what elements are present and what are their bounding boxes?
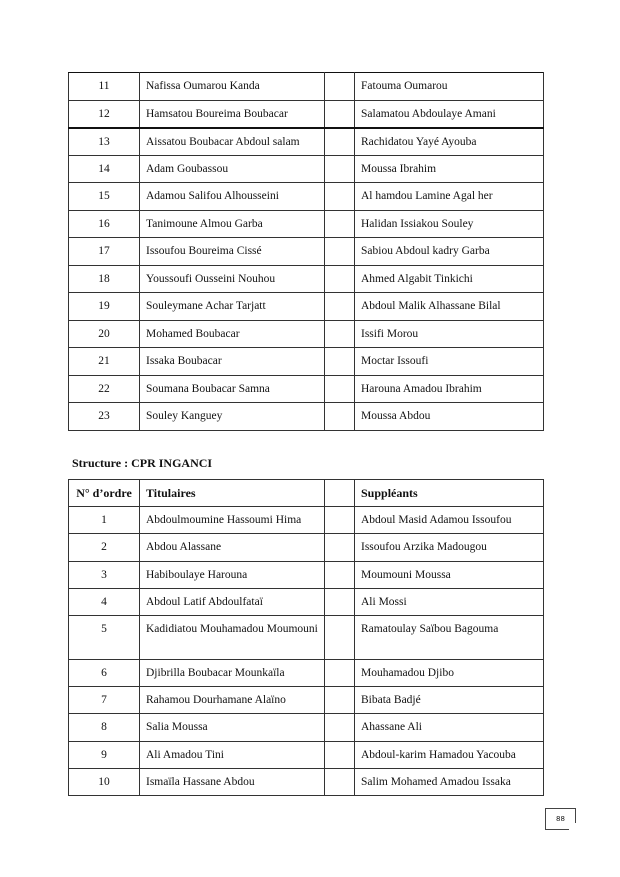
titulaire-cell: Souleymane Achar Tarjatt: [140, 293, 325, 321]
order-number-cell: 23: [69, 403, 140, 431]
suppleant-cell: Issoufou Arzika Madougou: [355, 534, 544, 561]
titulaire-cell: Adamou Salifou Alhousseini: [140, 183, 325, 211]
table-row: [69, 714, 544, 741]
table-row: [69, 615, 544, 659]
empty-cell: [325, 210, 355, 238]
titulaire-cell: Ali Amadou Tini: [140, 741, 325, 768]
suppleant-cell: Ramatoulay Saïbou Bagouma: [355, 615, 544, 659]
suppleant-cell: Moctar Issoufi: [355, 348, 544, 376]
order-number-cell: 10: [69, 768, 140, 795]
order-number-cell: 11: [69, 73, 140, 101]
suppleant-cell: Al hamdou Lamine Agal her: [355, 183, 544, 211]
order-number-cell: 7: [69, 687, 140, 714]
suppleant-cell: Abdoul Malik Alhassane Bilal: [355, 293, 544, 321]
table-row: [69, 210, 544, 238]
suppleant-cell: Issifi Morou: [355, 320, 544, 348]
table-row: [69, 687, 544, 714]
suppleant-cell: Salim Mohamed Amadou Issaka: [355, 768, 544, 795]
suppleant-cell: Bibata Badjé: [355, 687, 544, 714]
table-header-row: [69, 480, 544, 507]
suppleant-cell: Sabiou Abdoul kadry Garba: [355, 238, 544, 266]
suppleant-cell: Ali Mossi: [355, 588, 544, 615]
titulaire-cell: Abdoul Latif Abdoulfataï: [140, 588, 325, 615]
table-row: [69, 403, 544, 431]
suppleant-cell: Abdoul Masid Adamou Issoufou: [355, 507, 544, 534]
titulaire-cell: Nafissa Oumarou Kanda: [140, 73, 325, 101]
suppleant-cell: Salamatou Abdoulaye Amani: [355, 100, 544, 128]
empty-cell: [325, 687, 355, 714]
suppleant-cell: Ahassane Ali: [355, 714, 544, 741]
structure-heading: Structure : CPR INGANCI: [72, 456, 213, 470]
table-row: [69, 100, 544, 128]
order-number-cell: 6: [69, 659, 140, 686]
order-number-cell: 4: [69, 588, 140, 615]
empty-cell: [325, 403, 355, 431]
empty-cell: [325, 293, 355, 321]
empty-cell: [325, 128, 355, 156]
suppleant-cell: Halidan Issiakou Souley: [355, 210, 544, 238]
empty-cell: [325, 561, 355, 588]
titulaire-cell: Issaka Boubacar: [140, 348, 325, 376]
suppleant-cell: Moussa Abdou: [355, 403, 544, 431]
titulaire-cell: Ismaïla Hassane Abdou: [140, 768, 325, 795]
suppleant-cell: Abdoul-karim Hamadou Yacouba: [355, 741, 544, 768]
empty-cell: [325, 100, 355, 128]
order-number-cell: 16: [69, 210, 140, 238]
table-row: [69, 155, 544, 183]
page-number: [545, 808, 576, 830]
order-number-cell: 2: [69, 534, 140, 561]
empty-cell: [325, 183, 355, 211]
empty-cell: [325, 320, 355, 348]
empty-cell: [325, 534, 355, 561]
order-number-cell: 9: [69, 741, 140, 768]
suppleant-cell: Ahmed Algabit Tinkichi: [355, 265, 544, 293]
suppleant-cell: Moussa Ibrahim: [355, 155, 544, 183]
titulaire-cell: Rahamou Dourhamane Alaïno: [140, 687, 325, 714]
titulaire-cell: Habiboulaye Harouna: [140, 561, 325, 588]
empty-cell: [325, 588, 355, 615]
titulaire-cell: Adam Goubassou: [140, 155, 325, 183]
order-number-cell: 13: [69, 128, 140, 156]
table-row: [69, 659, 544, 686]
empty-cell: [325, 238, 355, 266]
suppleant-cell: Harouna Amadou Ibrahim: [355, 375, 544, 403]
empty-cell: [325, 155, 355, 183]
order-number-cell: 18: [69, 265, 140, 293]
table-row: [69, 588, 544, 615]
titulaire-cell: Souley Kanguey: [140, 403, 325, 431]
table-row: [69, 768, 544, 795]
suppleant-cell: Fatouma Oumarou: [355, 73, 544, 101]
titulaire-cell: Soumana Boubacar Samna: [140, 375, 325, 403]
table-row: [69, 265, 544, 293]
table-row: [69, 741, 544, 768]
titulaire-cell: Kadidiatou Mouhamadou Moumouni: [140, 615, 325, 659]
suppleant-cell: Moumouni Moussa: [355, 561, 544, 588]
titulaire-cell: Aissatou Boubacar Abdoul salam: [140, 128, 325, 156]
suppleant-cell: Rachidatou Yayé Ayouba: [355, 128, 544, 156]
titulaire-cell: Mohamed Boubacar: [140, 320, 325, 348]
table-row: [69, 375, 544, 403]
empty-cell: [325, 659, 355, 686]
titulaire-cell: Issoufou Boureima Cissé: [140, 238, 325, 266]
titulaire-cell: Abdou Alassane: [140, 534, 325, 561]
header-empty-cell: [325, 480, 355, 507]
empty-cell: [325, 714, 355, 741]
members-table-continued: [68, 72, 544, 431]
empty-cell: [325, 507, 355, 534]
table-row: [69, 128, 544, 156]
page-fold-icon: [569, 823, 576, 830]
header-suppleants: Suppléants: [355, 480, 544, 507]
order-number-cell: 14: [69, 155, 140, 183]
table-row: [69, 183, 544, 211]
header-order-number: N° d’ordre: [69, 480, 140, 507]
order-number-cell: 20: [69, 320, 140, 348]
order-number-cell: 22: [69, 375, 140, 403]
titulaire-cell: Tanimoune Almou Garba: [140, 210, 325, 238]
empty-cell: [325, 768, 355, 795]
order-number-cell: 5: [69, 615, 140, 659]
empty-cell: [325, 348, 355, 376]
empty-cell: [325, 265, 355, 293]
titulaire-cell: Djibrilla Boubacar Mounkaïla: [140, 659, 325, 686]
titulaire-cell: Salia Moussa: [140, 714, 325, 741]
order-number-cell: 15: [69, 183, 140, 211]
empty-cell: [325, 615, 355, 659]
order-number-cell: 8: [69, 714, 140, 741]
table-row: [69, 320, 544, 348]
empty-cell: [325, 375, 355, 403]
order-number-cell: 21: [69, 348, 140, 376]
table-row: [69, 561, 544, 588]
table-row: [69, 73, 544, 101]
order-number-cell: 19: [69, 293, 140, 321]
table-row: [69, 348, 544, 376]
order-number-cell: 3: [69, 561, 140, 588]
order-number-cell: 17: [69, 238, 140, 266]
header-titulaires: Titulaires: [140, 480, 325, 507]
titulaire-cell: Abdoulmoumine Hassoumi Hima: [140, 507, 325, 534]
table-row: [69, 507, 544, 534]
empty-cell: [325, 73, 355, 101]
table-row: [69, 534, 544, 561]
table-row: [69, 293, 544, 321]
empty-cell: [325, 741, 355, 768]
page-number-text: 88: [556, 815, 565, 823]
titulaire-cell: Hamsatou Boureima Boubacar: [140, 100, 325, 128]
order-number-cell: 12: [69, 100, 140, 128]
titulaire-cell: Youssoufi Ousseini Nouhou: [140, 265, 325, 293]
cpr-inganci-table: [68, 479, 544, 796]
suppleant-cell: Mouhamadou Djibo: [355, 659, 544, 686]
order-number-cell: 1: [69, 507, 140, 534]
table-row: [69, 238, 544, 266]
